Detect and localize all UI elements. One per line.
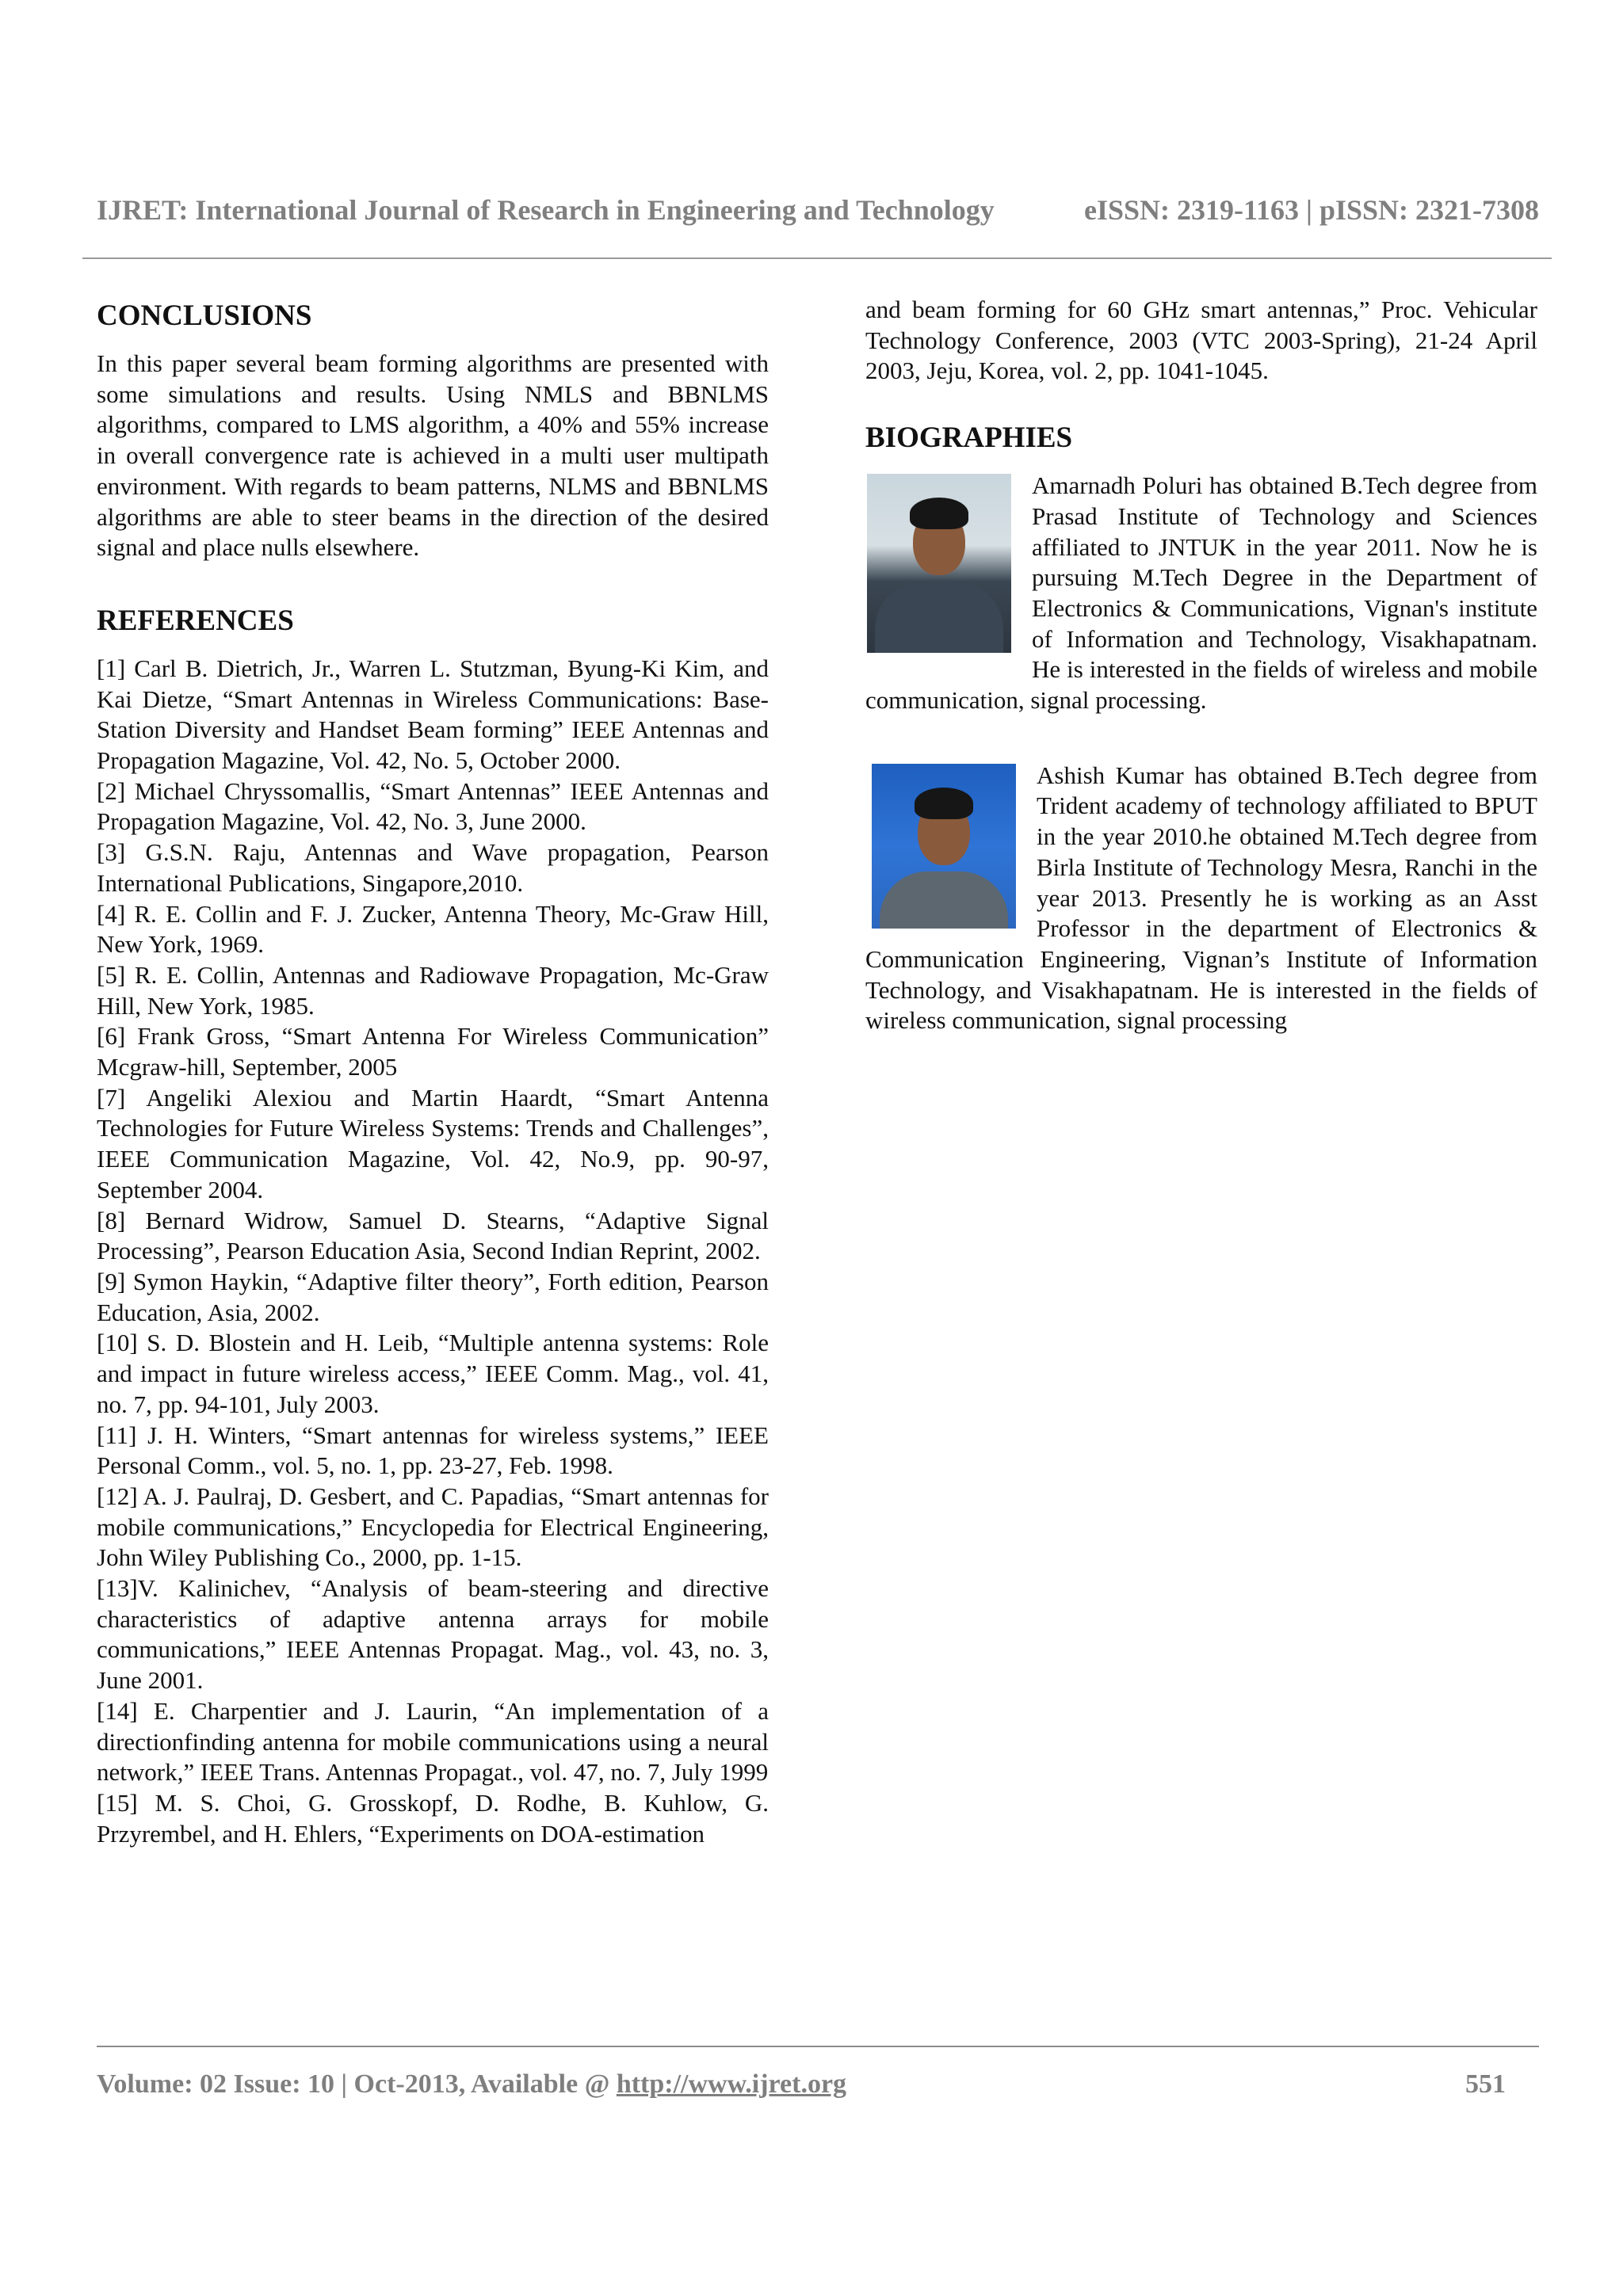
footer-divider [97, 2046, 1539, 2047]
reference-item: [12] A. J. Paulraj, D. Gesbert, and C. Papadias, “Smart antennas for mobile communications,” Encyclopedia for Electrical Engineering, John Wiley Publishing Co., 2000, pp. 1-15. [97, 1482, 769, 1572]
reference-item: [15] M. S. Choi, G. Grosskopf, D. Rodhe, B. Kuhlow, G. Przyrembel, and H. Ehlers, “Experiments on DOA-estimation [97, 1788, 769, 1848]
reference-item: [7] Angeliki Alexiou and Martin Haardt, “Smart Antenna Technologies for Future Wireless Systems: Trends and Challenges”, IEEE Communication Magazine, Vol. 42, No.9, pp. 90-97, September 2004. [97, 1083, 769, 1203]
header-divider [82, 257, 1552, 259]
reference-item: [11] J. H. Winters, “Smart antennas for wireless systems,” IEEE Personal Comm., vol. 5, no. 1, pp. 23-27, Feb. 1998. [97, 1421, 769, 1480]
reference-item: [5] R. E. Collin, Antennas and Radiowave Propagation, Mc-Graw Hill, New York, 1985. [97, 960, 769, 1020]
reference-item: [4] R. E. Collin and F. J. Zucker, Antenna Theory, Mc-Graw Hill, New York, 1969. [97, 899, 769, 959]
author-photo-1 [867, 474, 1011, 653]
reference-item: [2] Michael Chryssomallis, “Smart Antennas” IEEE Antennas and Propagation Magazine, Vol. 42, No. 3, June 2000. [97, 776, 769, 836]
conclusions-heading: CONCLUSIONS [97, 299, 312, 332]
reference-item: [10] S. D. Blostein and H. Leib, “Multiple antenna systems: Role and impact in future wireless access,” IEEE Comm. Mag., vol. 41, no. 7, pp. 94-101, July 2003. [97, 1329, 769, 1418]
biography-1 [865, 471, 1537, 716]
reference-item: [14] E. Charpentier and J. Laurin, “An implementation of a directionfinding antenna for mobile communications using a neural network,” IEEE Trans. Antennas Propagat., vol. 47, no. 7, July 1999 [97, 1696, 769, 1787]
left-column [97, 292, 769, 1849]
references-list [97, 654, 769, 1849]
biography-2 [865, 761, 1537, 1036]
page-number: 551 [1465, 2069, 1506, 2099]
journal-link[interactable]: http://www.ijret.org [616, 2069, 847, 2099]
shirt-shape [875, 582, 1003, 653]
biography-text-2: Ashish Kumar has obtained B.Tech degree from Trident academy of technology affiliated to BPUT in the year 2010.he obtained M.Tech degree from Birla Institute of Technology Mesra, Ranchi in the year 2013. Presently he is working as an Asst Professor in the department of Electronics & Communication Engineering, Vignan’s Institute of Information Technology, and Visakhapatnam. He is interested in the fields of wireless communication, signal processing [865, 761, 1537, 1035]
reference-item: [1] Carl B. Dietrich, Jr., Warren L. Stutzman, Byung-Ki Kim, and Kai Dietze, “Smart Antennas in Wireless Communications: Base- Station Diversity and Handset Beam forming” IEEE Antennas and Propagation Magazine, Vol. 42, No. 5, October 2000. [97, 654, 769, 775]
journal-name: IJRET: International Journal of Research in Engineering and Technology [97, 194, 995, 226]
reference-item: [13]V. Kalinichev, “Analysis of beam-steering and directive characteristics of adaptive antenna arrays for mobile communications,” IEEE Antennas Propagat. Mag., vol. 43, no. 3, June 2001. [97, 1574, 769, 1695]
conclusions-text: In this paper several beam forming algorithms are presented with some simulations and results. Using NMLS and BBNLMS algorithms, compared to LMS algorithm, a 40% and 55% increase in overall convergence rate is achieved in a multi user multipath environment. With regards to beam patterns, NLMS and BBNLMS algorithms are able to steer beams in the direction of the desired signal and place nulls elsewhere. [97, 349, 769, 562]
reference-continuation: and beam forming for 60 GHz smart antennas,” Proc. Vehicular Technology Conference, 2003 (VTC 2003-Spring), 21-24 April 2003, Jeju, Korea, vol. 2, pp. 1041-1045. [865, 296, 1537, 385]
reference-item: [8] Bernard Widrow, Samuel D. Stearns, “Adaptive Signal Processing”, Pearson Education Asia, Second Indian Reprint, 2002. [97, 1206, 769, 1265]
right-column [865, 295, 1537, 1036]
hair-shape [910, 498, 968, 529]
running-header [97, 192, 1539, 228]
biography-text-1: Amarnadh Poluri has obtained B.Tech degree from Prasad Institute of Technology and Sciences affiliated to JNTUK in the year 2011. Now he is pursuing M.Tech Degree in the Department of Electronics & Communications, Vignan's institute of Information and Technology, Visakhapatnam. He is interested in the fields of wireless and mobile communication, signal processing. [865, 471, 1537, 715]
reference-item: [3] G.S.N. Raju, Antennas and Wave propagation, Pearson International Publications, Singapore,2010. [97, 838, 769, 897]
hair-shape [915, 788, 973, 819]
running-footer [97, 2066, 1506, 2103]
shirt-shape [880, 871, 1008, 929]
references-heading: REFERENCES [97, 604, 294, 637]
volume-info: Volume: 02 Issue: 10 | Oct-2013, Available @ [97, 2069, 617, 2099]
issn-info: eISSN: 2319-1163 | pISSN: 2321-7308 [1084, 194, 1539, 226]
reference-item: [9] Symon Haykin, “Adaptive filter theory”, Forth edition, Pearson Education, Asia, 2002. [97, 1267, 769, 1326]
footer-left [97, 2066, 846, 2103]
reference-item: [6] Frank Gross, “Smart Antenna For Wireless Communication” Mcgraw-hill, September, 2005 [97, 1022, 769, 1081]
author-photo-2 [872, 764, 1016, 929]
biographies-heading: BIOGRAPHIES [865, 421, 1073, 455]
